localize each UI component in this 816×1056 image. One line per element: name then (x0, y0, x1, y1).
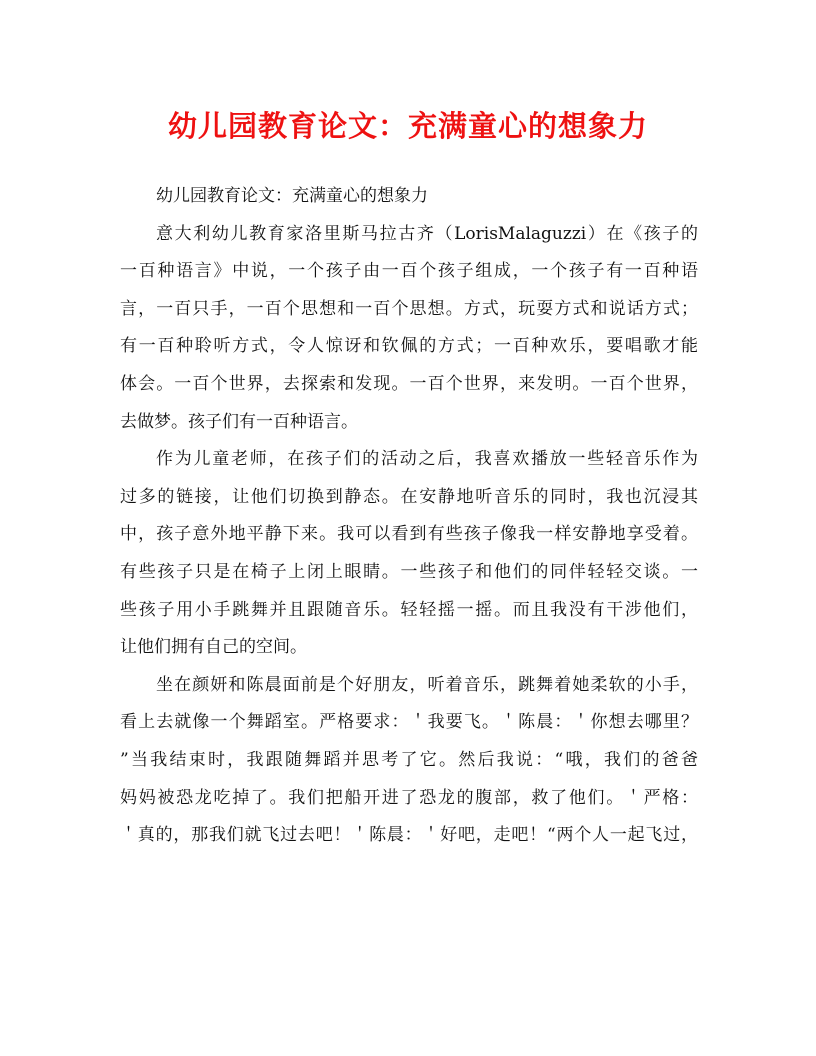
paragraph-line: ”当我结束时，我跟随舞蹈并思考了它。然后我说：“哦，我们的爸爸 (120, 749, 698, 770)
paragraph-line: 妈妈被恐龙吃掉了。我们把船开进了恐龙的腹部，救了他们。＇严格： (120, 787, 698, 808)
paragraph-line: 让他们拥有自己的空间。 (120, 637, 307, 658)
paragraph-line: 有些孩子只是在椅子上闭上眼睛。一些孩子和他们的同伴轻轻交谈。一 (120, 561, 698, 582)
document-title: 幼儿园教育论文：充满童心的想象力 (167, 109, 648, 143)
paragraph-line: 些孩子用小手跳舞并且跟随音乐。轻轻摇一摇。而且我没有干涉他们， (120, 599, 698, 620)
paragraph-line: 幼儿园教育论文：充满童心的想象力 (156, 186, 428, 206)
paragraph-line: 看上去就像一个舞蹈室。严格要求：＇我要飞。＇陈晨：＇你想去哪里？ (120, 712, 698, 733)
paragraph-line: 体会。一百个世界，去探索和发现。一百个世界，来发明。一百个世界， (120, 373, 698, 394)
document-body (120, 178, 698, 855)
paragraph-line: 意大利幼儿教育家洛里斯马拉古齐（LorisMalaguzzi）在《孩子的 (156, 223, 698, 244)
paragraph-line: 去做梦。孩子们有一百种语言。 (120, 411, 358, 432)
paragraph-line: 中，孩子意外地平静下来。我可以看到有些孩子像我一样安静地享受着。 (120, 524, 698, 545)
paragraph-line: 有一百种聆听方式，令人惊讶和钦佩的方式；一百种欢乐，要唱歌才能 (120, 336, 698, 357)
paragraph-line: 过多的链接，让他们切换到静态。在安静地听音乐的同时，我也沉浸其 (120, 486, 698, 507)
paragraph-line: 言，一百只手，一百个思想和一百个思想。方式，玩耍方式和说话方式； (120, 298, 698, 319)
paragraph-line: ＇真的，那我们就飞过去吧！＇陈晨：＇好吧，走吧！“两个人一起飞过， (120, 825, 698, 846)
paragraph-line: 作为儿童老师，在孩子们的活动之后，我喜欢播放一些轻音乐作为 (156, 449, 698, 470)
paragraph-line: 一百种语言》中说，一个孩子由一百个孩子组成，一个孩子有一百种语 (120, 261, 698, 282)
paragraph-line: 坐在颜妍和陈晨面前是个好朋友，听着音乐，跳舞着她柔软的小手， (156, 674, 698, 695)
